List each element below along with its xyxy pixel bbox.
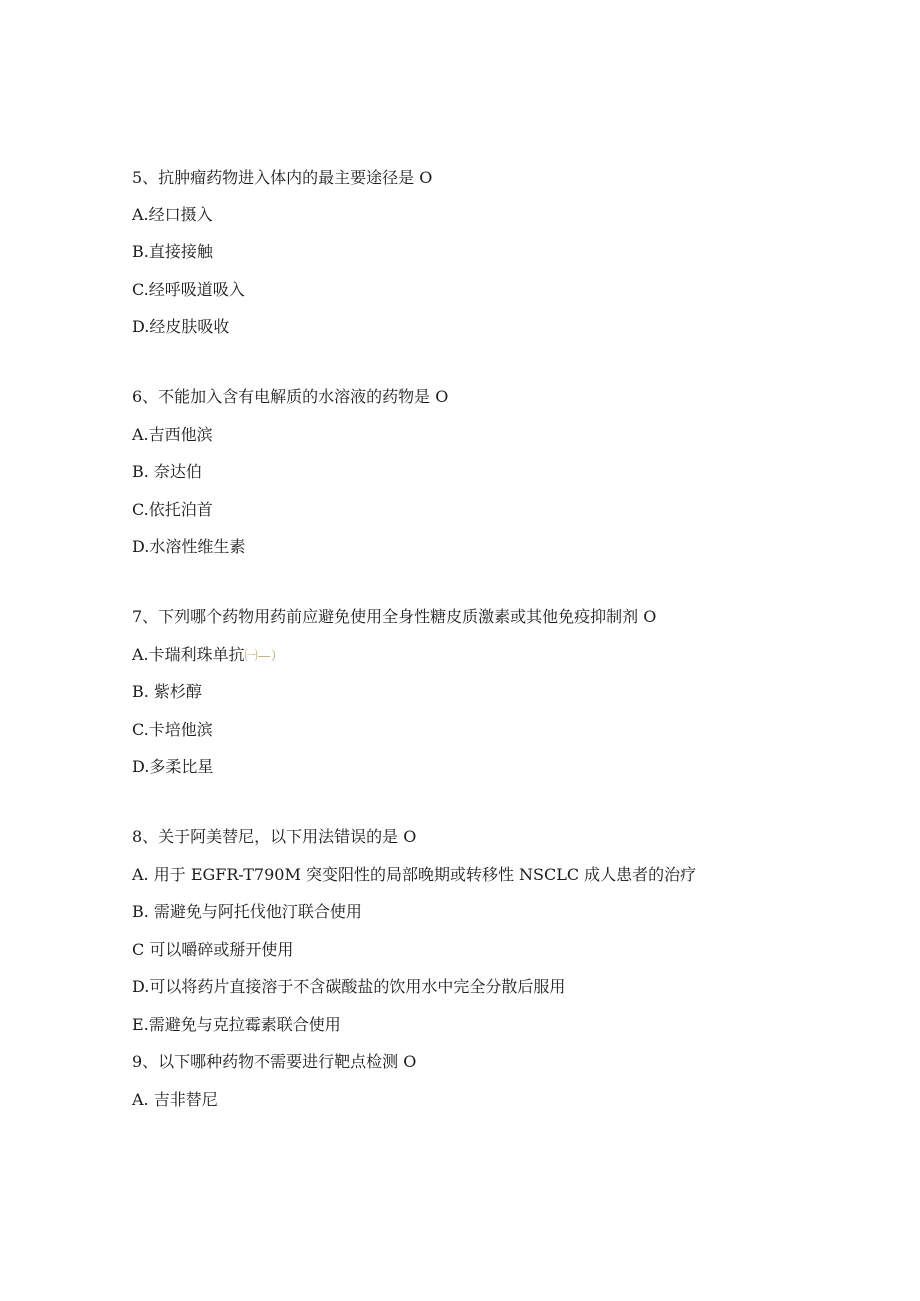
question-8-stem: 8、关于阿美替尼，以下用法错误的是 O bbox=[132, 827, 417, 846]
question-7-option-b: B. 紫杉醇 bbox=[132, 682, 202, 701]
question-6-stem: 6、不能加入含有电解质的水溶液的药物是 O bbox=[132, 387, 449, 406]
question-8-option-e: E.需避免与克拉霉素联合使用 bbox=[132, 1015, 341, 1034]
question-6-option-b: B. 奈达伯 bbox=[132, 462, 202, 481]
question-5-option-b: B.直接接触 bbox=[132, 242, 213, 261]
question-7-option-a-text: A.卡瑞利珠单抗 bbox=[132, 645, 245, 664]
question-5-option-d: D.经皮肤吸收 bbox=[132, 317, 230, 336]
question-6-option-d: D.水溶性维生素 bbox=[132, 537, 246, 556]
question-9-option-a: A. 吉非替尼 bbox=[132, 1090, 218, 1109]
question-8-option-b: B. 需避免与阿托伐他汀联合使用 bbox=[132, 902, 362, 921]
question-8-option-d: D.可以将药片直接溶于不含碳酸盐的饮用水中完全分散后服用 bbox=[132, 977, 566, 996]
question-8-option-c: C 可以嚼碎或掰开使用 bbox=[132, 940, 294, 959]
question-5-option-a: A.经口摄入 bbox=[132, 205, 213, 224]
question-7-option-a-note: ㈠—） bbox=[244, 649, 284, 664]
question-7-option-c: C.卡培他滨 bbox=[132, 720, 213, 739]
question-8-option-a: A. 用于 EGFR-T790M 突变阳性的局部晚期或转移性 NSCLC 成人患者的治疗 bbox=[132, 865, 697, 884]
question-5-option-c: C.经呼吸道吸入 bbox=[132, 280, 245, 299]
question-7-stem: 7、下列哪个药物用药前应避免使用全身性糖皮质激素或其他免疫抑制剂 O bbox=[132, 607, 657, 626]
question-5-stem: 5、抗肿瘤药物进入体内的最主要途径是 O bbox=[132, 168, 433, 187]
question-7-option-a bbox=[132, 644, 284, 668]
question-7-option-d: D.多柔比星 bbox=[132, 757, 214, 776]
question-6-option-a: A.吉西他滨 bbox=[132, 425, 213, 444]
question-9-stem: 9、以下哪种药物不需要进行靶点检测 O bbox=[132, 1052, 417, 1071]
question-6-option-c: C.依托泊首 bbox=[132, 500, 213, 519]
